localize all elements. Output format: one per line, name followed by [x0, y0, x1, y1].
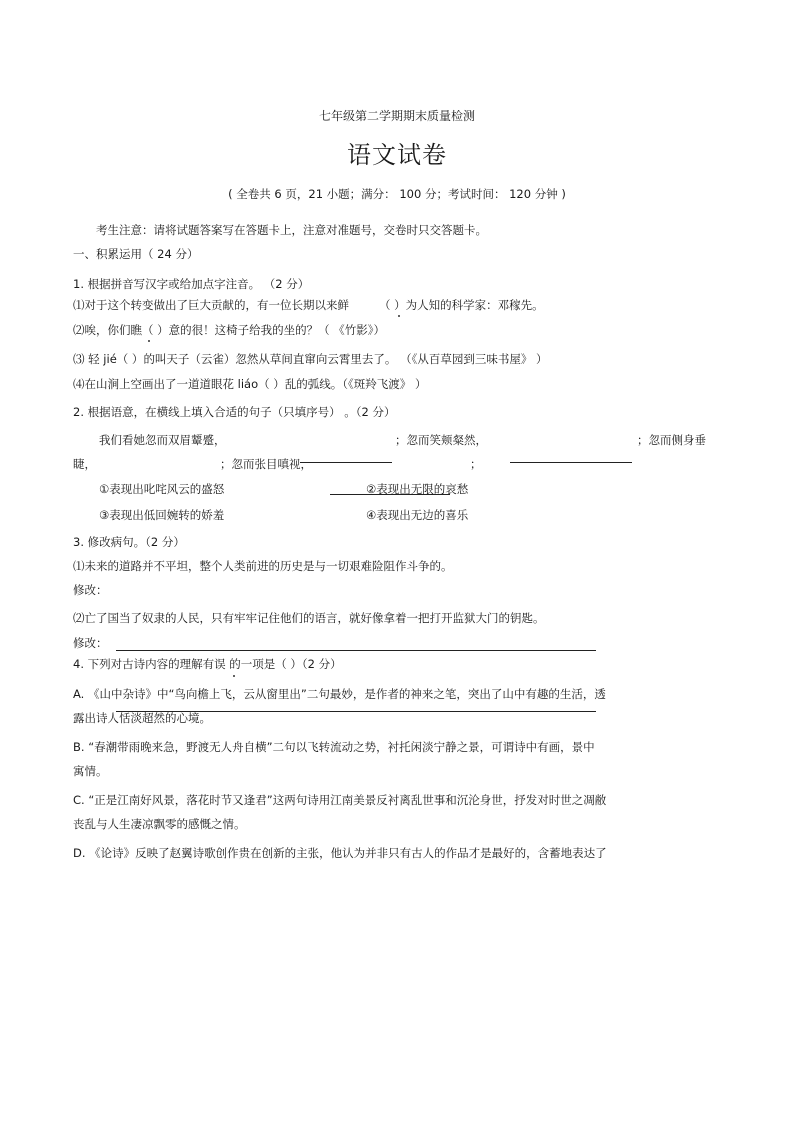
q2-line-2b: ；忽而张目嗔视， — [220, 457, 312, 471]
answer-blank: （ ） — [116, 352, 144, 366]
answer-blank: （ ） — [258, 377, 285, 391]
question-3-stem: 3. 修改病句。（2 分） — [73, 535, 185, 549]
q4-option-b-line-2: 寓情。 — [73, 764, 108, 778]
section-heading: 一、积累运用（ 24 分） — [73, 247, 199, 261]
q1-item-tail: 为人知的科学家：邓稼先。 — [405, 298, 544, 312]
q1-item-tail: 乱的弧线。（《斑羚飞渡》 ） — [284, 377, 427, 391]
q1-item-text: ⑴对于这个转变做出了巨大贡献的，有一位长期以来鲜 — [73, 298, 349, 312]
q2-line-1c: ；忽而侧身垂 — [637, 433, 706, 447]
q2-option-2: ②表现出无限的哀愁 — [366, 482, 469, 496]
q4-option-d-line-1: D. 《论诗》反映了赵翼诗歌创作贵在创新的主张，他认为并非只有古人的作品才是最好的，含蓄地表达了 — [73, 846, 607, 860]
exam-info: ( 全卷共 6 页，21 小题；满分： 100 分；考试时间： 120 分钟 ) — [228, 187, 566, 201]
question-1-stem: 1. 根据拼音写汉字或给加点字注音。 （2 分） — [73, 277, 310, 291]
answer-line — [510, 462, 632, 463]
q1-item-1 — [73, 297, 544, 313]
q1-item-4 — [73, 376, 426, 392]
q1-item-3 — [73, 351, 548, 367]
q1-item-text: ⑷在山涧上空画出了一道道眼花 liáo — [73, 377, 259, 391]
q1-item-text: ⑵唉，你们瞧 — [73, 323, 142, 337]
answer-blank: （ ） — [142, 323, 169, 337]
q3-sentence-1: ⑴未来的道路并不平坦，整个人类前进的历史是与一切艰难险阻作斗争的。 — [73, 559, 453, 573]
answer-line — [116, 650, 596, 651]
q3-sentence-2: ⑵亡了国当了奴隶的人民，只有牢牢记住他们的语言，就好像拿着一把打开监狱大门的钥匙。 — [73, 611, 545, 625]
q2-option-4: ④表现出无边的喜乐 — [366, 508, 469, 522]
emphasis-dot — [233, 675, 235, 677]
q3-fix-label-2: 修改： — [73, 636, 108, 650]
exam-subtitle: 七年级第二学期期末质量检测 — [318, 109, 475, 123]
exam-title: 语文试卷 — [347, 141, 447, 169]
emphasis-dot — [148, 340, 150, 342]
notice-text: 考生注意：请将试题答案写在答题卡上，注意对准题号，交卷时只交答题卡。 — [96, 223, 487, 237]
q1-item-tail: 意的很！这椅子给我的坐的？（ 《竹影》） — [168, 323, 386, 337]
question-2-stem: 2. 根据语意，在横线上填入合适的句子（只填序号） 。（2 分） — [73, 405, 396, 419]
q4-option-c-line-1: C. “正是江南好风景，落花时节又逢君”这两句诗用江南美景反衬离乱世事和沉沦身世，抒发对时世之凋敝 — [73, 793, 607, 807]
q1-item-2 — [73, 322, 385, 338]
q2-line-1a: 我们看她忽而双眉颦蹙， — [99, 433, 226, 447]
q1-item-text: ⑶ 轻 jié — [73, 352, 117, 366]
q4-option-c-line-2: 丧乱与人生凄凉飘零的感慨之情。 — [73, 817, 246, 831]
answer-blank: （ ） — [379, 298, 406, 312]
q2-line-2c: ； — [470, 457, 482, 471]
q4-option-b-line-1: B. “春潮带雨晚来急，野渡无人舟自横”二句以飞转流动之势，衬托闲淡宁静之景，可谓诗中有画，景中 — [73, 740, 595, 754]
q4-option-a-line-1: A. 《山中杂诗》中“鸟向檐上飞，云从窗里出”二句最妙，是作者的神来之笔，突出了山中有趣的生活，透 — [73, 687, 606, 701]
q4-option-a-line-2: 露出诗人恬淡超然的心境。 — [73, 711, 211, 725]
emphasis-dot — [398, 315, 400, 317]
q2-line-1b: ；忽而笑颊粲然， — [395, 433, 487, 447]
question-4-stem: 4. 下列对古诗内容的理解有误 的一项是（ ）（2 分） — [73, 657, 342, 671]
q2-option-3: ③表现出低回婉转的娇羞 — [99, 508, 225, 522]
q3-fix-label-1: 修改： — [73, 583, 108, 597]
answer-line — [300, 462, 392, 463]
q2-line-2a: 睫， — [73, 457, 96, 471]
q2-option-1: ①表现出叱咤风云的盛怒 — [99, 482, 225, 496]
q1-item-tail: 的叫天子（云雀）忽然从草间直窜向云霄里去了。 （《从百草园到三味书屋》 ） — [143, 352, 548, 366]
